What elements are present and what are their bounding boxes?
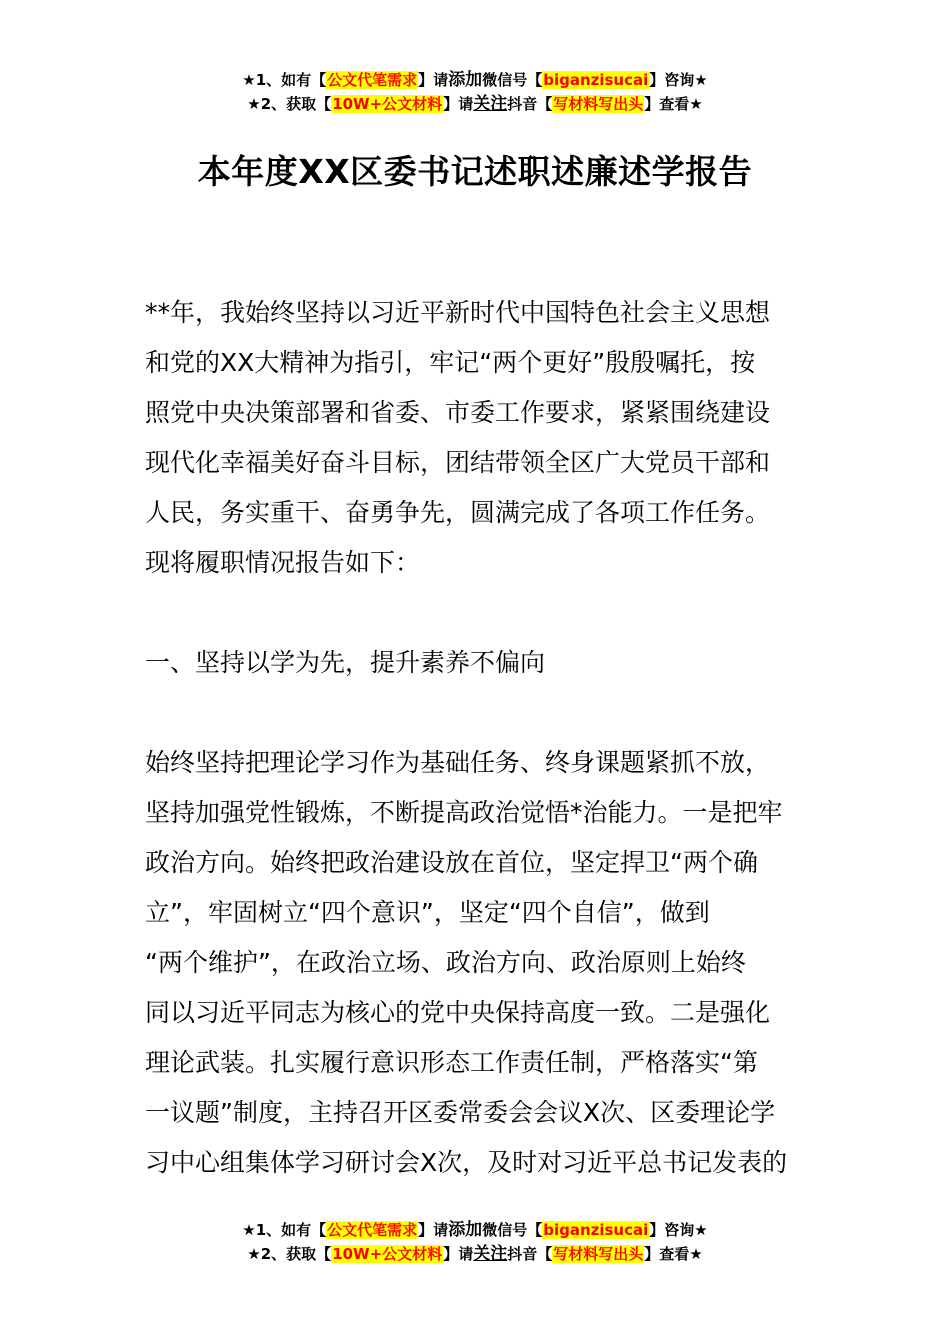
- banner-highlight: 公文代笔需求: [327, 1221, 418, 1239]
- paragraph-line: 现将履职情况报告如下：: [145, 548, 421, 577]
- paragraph-line: “两个维护”，在政治立场、政治方向、政治原则上始终: [145, 948, 746, 977]
- paragraph-line: 和党的XX大精神为指引，牢记“两个更好”殷殷嘱托，按: [145, 348, 756, 377]
- banner-line-1: ★1、如有【公文代笔需求】请添加微信号【biganzisucai】咨询★: [242, 1220, 708, 1240]
- banner-line-2: ★2、获取【10W+公文材料】请关注抖音【写材料写出头】查看★: [247, 1244, 703, 1264]
- section-heading: 一、坚持以学为先，提升素养不偏向: [145, 648, 546, 677]
- paragraph-line: 政治方向。始终把政治建设放在首位，坚定捍卫“两个确: [145, 848, 758, 877]
- paragraph-line: 坚持加强党性锻炼，不断提高政治觉悟*治能力。一是把牢: [145, 798, 783, 827]
- banner-line-1: ★1、如有【公文代笔需求】请添加微信号【biganzisucai】咨询★: [242, 70, 708, 90]
- banner-highlight: 写材料写出头: [553, 95, 644, 113]
- paragraph-line: 一议题”制度，主持召开区委常委会会议X次、区委理论学: [145, 1098, 776, 1127]
- paragraph-line: 现代化幸福美好奋斗目标，团结带领全区广大党员干部和: [145, 448, 771, 477]
- footer-banner: [0, 1218, 950, 1266]
- paragraph-line: 立”，牢固树立“四个意识”，坚定“四个自信”，做到: [145, 898, 710, 927]
- banner-highlight: biganzisucai: [543, 1221, 649, 1239]
- header-banner: [0, 68, 950, 116]
- paragraph-line: 始终坚持把理论学习作为基础任务、终身课题紧抓不放，: [145, 748, 771, 777]
- banner-highlight: 10W+公文材料: [332, 1245, 443, 1263]
- banner-highlight: 公文代笔需求: [327, 71, 418, 89]
- banner-highlight: 10W+公文材料: [332, 95, 443, 113]
- banner-line-2: ★2、获取【10W+公文材料】请关注抖音【写材料写出头】查看★: [247, 94, 703, 114]
- paragraph-line: 照党中央决策部署和省委、市委工作要求，紧紧围绕建设: [145, 398, 771, 427]
- banner-highlight: biganzisucai: [543, 71, 649, 89]
- document-title: 本年度XX区委书记述职述廉述学报告: [197, 152, 753, 191]
- paragraph-line: 理论武装。扎实履行意识形态工作责任制，严格落实“第: [145, 1048, 758, 1077]
- paragraph-line: 习中心组集体学习研讨会X次，及时对习近平总书记发表的: [145, 1148, 788, 1177]
- paragraph-line: 同以习近平同志为核心的党中央保持高度一致。二是强化: [145, 998, 771, 1027]
- paragraph-line: **年，我始终坚持以习近平新时代中国特色社会主义思想: [145, 298, 771, 327]
- banner-highlight: 写材料写出头: [553, 1245, 644, 1263]
- paragraph-line: 人民，务实重干、奋勇争先，圆满完成了各项工作任务。: [145, 498, 771, 527]
